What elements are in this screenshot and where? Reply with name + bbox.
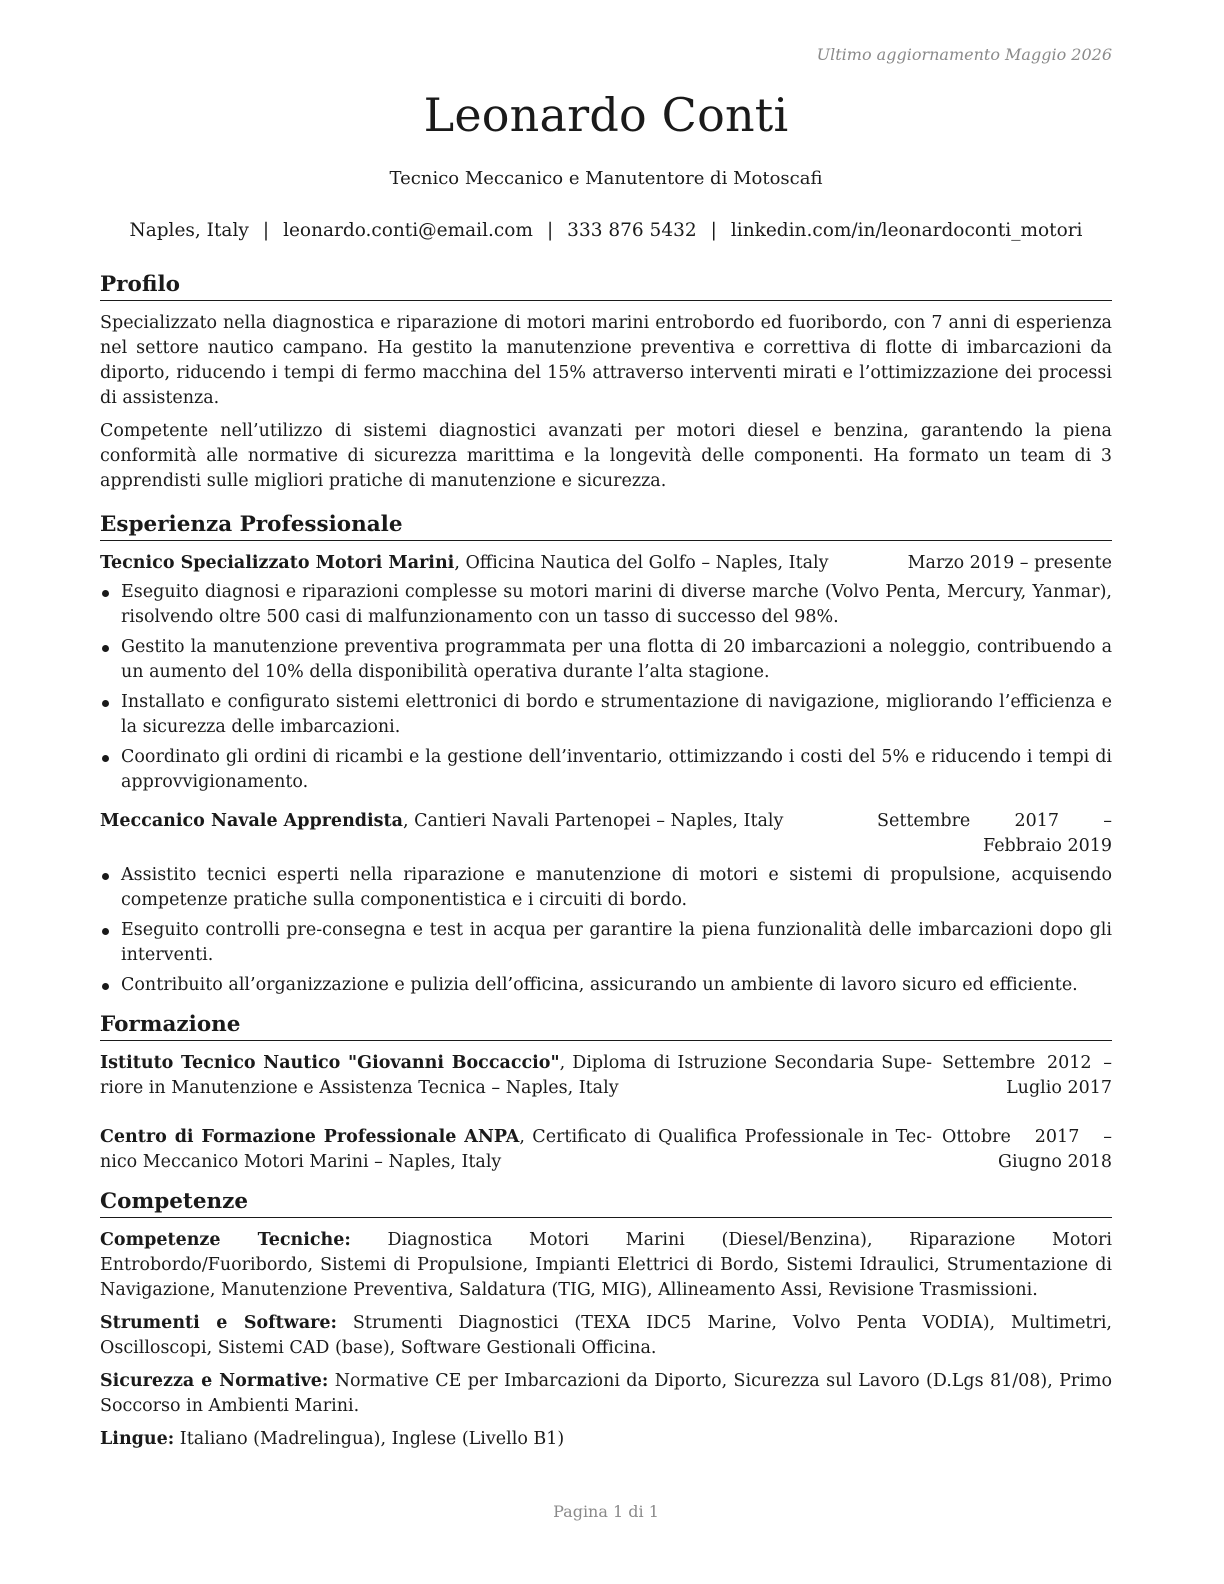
skill-value: Normative CE per Imbarcazioni da Diporto, Sicurezza sul Lavoro (D.Lgs 81/08), Primo Soccorso in Ambienti Marini.	[100, 1371, 1113, 1416]
skill-label: Lingue:	[100, 1429, 175, 1449]
job-header	[100, 551, 1112, 576]
section-title-skills: Competenze	[100, 1187, 1112, 1218]
education-dates: Settembre 2012 – Luglio 2017	[942, 1053, 1112, 1098]
bullet-text: Gestito la manutenzione preventiva programmata per una flotta di 20 imbarcazioni a noleggio, contribuendo a un aumento del 10% della disponibilità operativa durante l’alta stagione.	[121, 637, 1112, 682]
job-entry	[100, 809, 1112, 998]
bullet-icon	[102, 873, 109, 880]
job-role: Meccanico Navale Apprendista	[100, 811, 403, 831]
job-company: , Cantieri Navali Partenopei – Naples, Italy	[402, 811, 784, 831]
page-number: Pagina 1 di 1	[553, 1502, 659, 1521]
skill-row	[100, 1427, 1112, 1452]
bullet-text: Contribuito all’organizzazione e pulizia dell’officina, assicurando un ambiente di lavoro sicuro ed efficiente.	[121, 975, 1078, 995]
bullet-text: Eseguito controlli pre-consegna e test in acqua per garantire la piena funzionalità delle imbarcazioni dopo gli interventi.	[121, 920, 1112, 965]
skill-value: Italiano (Madrelingua), Inglese (Livello B1)	[174, 1429, 565, 1449]
bullet-icon	[102, 590, 109, 597]
list-item	[100, 973, 1112, 998]
education-entry	[100, 1051, 1112, 1101]
contact-line	[100, 220, 1112, 241]
job-title	[100, 809, 877, 834]
bullet-text: Eseguito diagnosi e riparazioni complesse su motori marini di diverse marche (Volvo Penta, Mercury, Yanmar), risolvendo oltre 500 casi di malfunzionamento con un tasso di successo del 98%.	[121, 582, 1112, 627]
contact-separator: |	[262, 220, 270, 241]
job-entry	[100, 551, 1112, 795]
list-item	[100, 918, 1112, 968]
bullet-icon	[102, 645, 109, 652]
candidate-headline: Tecnico Meccanico e Manutentore di Motoscafi	[389, 168, 823, 189]
section-title-profile: Profilo	[100, 270, 1112, 301]
education-school: Centro di Formazione Professionale ANPA	[100, 1127, 520, 1147]
bullet-icon	[102, 983, 109, 990]
list-item	[100, 635, 1112, 685]
job-role: Tecnico Specializzato Motori Marini	[100, 553, 455, 573]
bullet-icon	[102, 755, 109, 762]
contact-linkedin[interactable]: linkedin.com/in/leonardoconti_motori	[730, 220, 1083, 241]
skill-row	[100, 1228, 1112, 1303]
list-item	[100, 863, 1112, 913]
bullet-text: Assistito tecnici esperti nella riparazione e manutenzione di motori e sistemi di propulsione, acquisendo competenze pratiche sulla componentistica e i circuiti di bordo.	[121, 865, 1112, 910]
last-updated: Ultimo aggiornamento Maggio 2026	[816, 45, 1112, 64]
bullet-icon	[102, 700, 109, 707]
skill-row	[100, 1311, 1112, 1361]
contact-separator: |	[710, 220, 717, 241]
bullet-text: Coordinato gli ordini di ricambi e la gestione dell’inventario, ottimizzando i costi del 5% e riducendo i tempi di approvvigionamento.	[121, 747, 1112, 792]
candidate-name: Leonardo Conti	[423, 88, 789, 142]
skill-label: Competenze Tecniche:	[100, 1230, 351, 1250]
education-detail	[100, 1051, 942, 1101]
profile-paragraph: Specializzato nella diagnostica e riparazione di motori marini entrobordo ed fuoribordo, con 7 anni di esperienza nel settore nautico campano. Ha gestito la manutenzione preventiva e correttiva di flotte di imbarcazioni da diporto, riducendo i tempi di fermo macchina del 15% attraverso interventi mirati e l’ottimizzazione dei processi di assistenza.	[100, 313, 1112, 408]
skill-value: Strumenti Diagnostici (TEXA IDC5 Marine, Volvo Penta VODIA), Multimetri, Oscilloscopi, Sistemi CAD (base), Software Gestionali Officina.	[100, 1313, 1112, 1358]
resume-content	[100, 270, 1112, 1460]
bullet-text: Installato e configurato sistemi elettronici di bordo e strumentazione di navigazione, migliorando l’efficienza e la sicurezza delle imbarcazioni.	[121, 692, 1112, 737]
job-dates: Marzo 2019 – presente	[907, 553, 1112, 573]
skill-value: Diagnostica Motori Marini (Diesel/Benzina), Riparazione Motori Entrobordo/Fuoribordo, Sistemi di Propulsione, Impianti Elettrici di Bordo, Sistemi Idraulici, Strumentazione di Navigazione, Manutenzione Preventiva, Saldatura (TIG, MIG), Allineamento Assi, Revisione Trasmissioni.	[100, 1230, 1112, 1300]
bullet-icon	[102, 928, 109, 935]
section-title-experience: Esperienza Professionale	[100, 510, 1112, 541]
skill-label: Strumenti e Software:	[100, 1313, 337, 1333]
education-school: Istituto Tecnico Nautico "Giovanni Boccaccio"	[100, 1053, 560, 1073]
education-degree: , Certificato di Qualifica Professionale in Tec-nico Meccanico Motori Marini – Naples, Italy	[100, 1127, 933, 1172]
skill-row	[100, 1369, 1112, 1419]
education-entry	[100, 1125, 1112, 1175]
job-bullets	[100, 863, 1112, 998]
contact-email[interactable]: leonardo.conti@email.com	[283, 220, 533, 241]
education-detail	[100, 1125, 942, 1175]
list-item	[100, 580, 1112, 630]
education-dates: Ottobre 2017 – Giugno 2018	[942, 1127, 1112, 1172]
job-bullets	[100, 580, 1112, 795]
section-title-education: Formazione	[100, 1010, 1112, 1041]
list-item	[100, 690, 1112, 740]
job-title	[100, 551, 908, 576]
skill-label: Sicurezza e Normative:	[100, 1371, 329, 1391]
job-header	[100, 809, 1112, 859]
contact-phone[interactable]: 333 876 5432	[567, 220, 697, 241]
education-degree: , Diploma di Istruzione Secondaria Supe-riore in Manutenzione e Assistenza Tecnica – Naples, Italy	[100, 1053, 932, 1098]
job-dates: Settembre 2017 – Febbraio 2019	[877, 811, 1112, 856]
profile-paragraph: Competente nell’utilizzo di sistemi diagnostici avanzati per motori diesel e benzina, garantendo la piena conformità alle normative di sicurezza marittima e la longevità delle componenti. Ha formato un team di 3 apprendisti sulle migliori pratiche di manutenzione e sicurezza.	[100, 421, 1112, 491]
contact-location: Naples, Italy	[129, 220, 249, 241]
list-item	[100, 745, 1112, 795]
contact-separator: |	[546, 220, 554, 241]
job-company: , Officina Nautica del Golfo – Naples, Italy	[454, 553, 829, 573]
